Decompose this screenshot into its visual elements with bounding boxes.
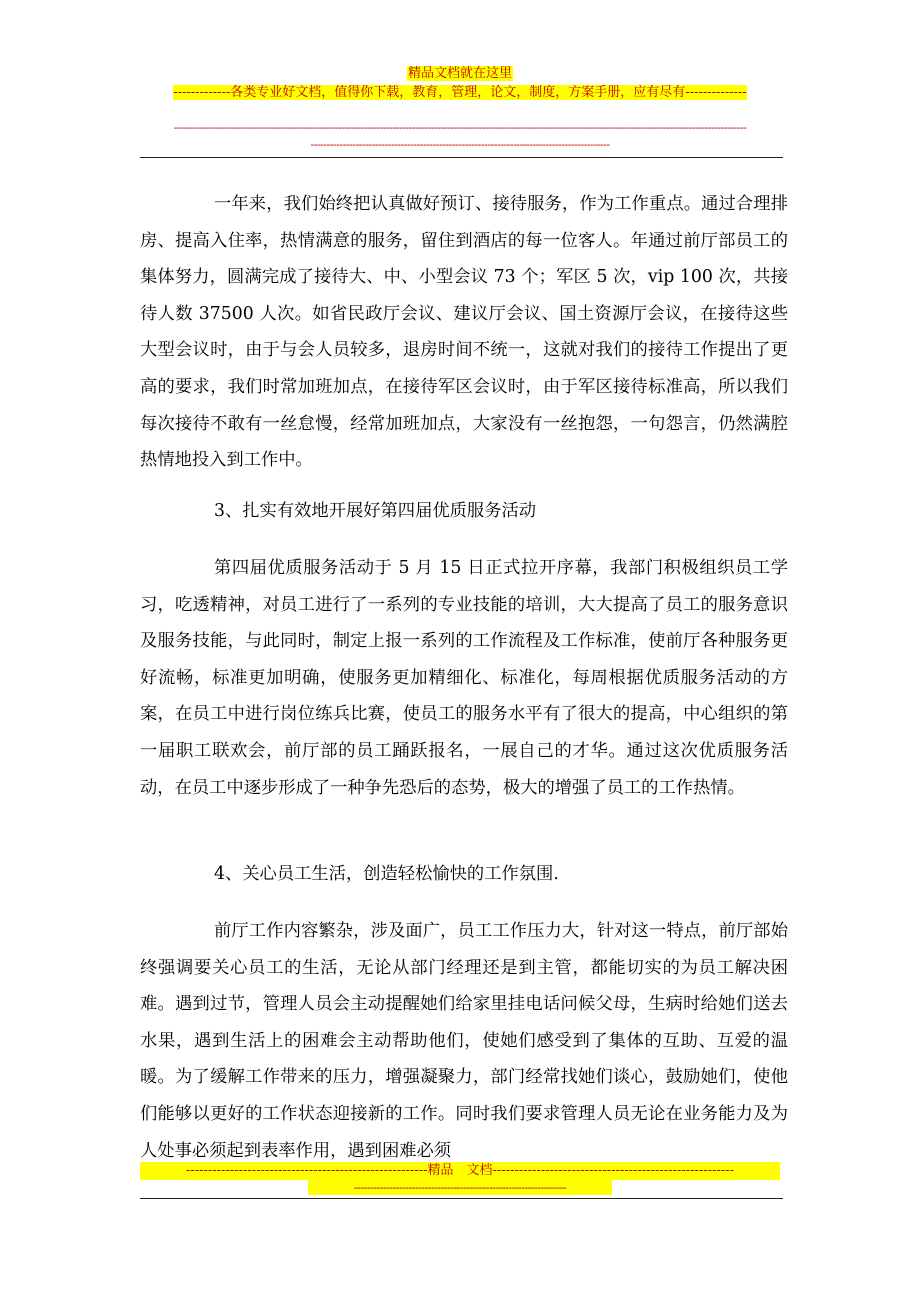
header-dash-line-2: --------------------------------------------------------------------------------------------- [310, 138, 610, 151]
header-dash-line-1: ---------------------------------------------------------------------------------------------------------------------------------------------------------------------------------- [173, 121, 747, 134]
body-paragraph-2: 第四届优质服务活动于 5 月 15 日正式拉开序幕，我部门积极组织员工学习，吃透精神，对员工进行了一系列的专业技能的培训，大大提高了员工的服务意识及服务技能，与此同时，制定上报一系列的工作流程及工作标准，使前厅各种服务更好流畅，标准更加明确，使服务更加精细化、标准化，每周根据优质服务活动的方案，在员工中进行岗位练兵比赛，使员工的服务水平有了很大的提高，中心组织的第一届职工联欢会，前厅部的员工踊跃报名，一展自己的才华。通过这次优质服务活动，在员工中逐步形成了一种争先恐后的态势，极大的增强了员工的工作热情。 [140, 558, 788, 798]
header-title-text: 精品文档就在这里 [407, 66, 512, 81]
header-tagline-text: -------------各类专业好文档，值得你下载，教育，管理，论文，制度，方案手册，应有尽有-------------- [173, 85, 747, 100]
section-heading-4: 4、关心员工生活，创造轻松愉快的工作氛围. [214, 864, 559, 884]
header-title [0, 66, 920, 82]
header-tagline [140, 84, 780, 101]
footer-dash-line: ------------------------------------------------------------------ [308, 1180, 612, 1195]
footer-banner: -------------------------------------------------------精品 文档------------------------------------------------------- [140, 1162, 780, 1180]
section-heading-3: 3、扎实有效地开展好第四届优质服务活动 [214, 501, 537, 521]
footer-divider [140, 1198, 783, 1199]
body-paragraph-1: 一年来，我们始终把认真做好预订、接待服务，作为工作重点。通过合理排房、提高入住率，热情满意的服务，留住到酒店的每一位客人。年通过前厅部员工的集体努力，圆满完成了接待大、中、小型会议 73 个；军区 5 次，vip 100 次，共接待人数 37500 人次。如省民政厅会议、建议厅会议、国土资源厅会议，在接待这些大型会议时，由于与会人员较多，退房时间不统一，这就对我们的接待工作提出了更高的要求，我们时常加班加点，在接待军区会议时，由于军区接待标准高，所以我们每次接待不敢有一丝怠慢，经常加班加点，大家没有一丝抱怨，一句怨言，仍然满腔热情地投入到工作中。 [140, 194, 788, 471]
header-divider [140, 157, 783, 158]
body-paragraph-3: 前厅工作内容繁杂，涉及面广，员工工作压力大，针对这一特点，前厅部始终强调要关心员工的生活，无论从部门经理还是到主管，都能切实的为员工解决困难。遇到过节，管理人员会主动提醒她们给家里挂电话问候父母，生病时给她们送去水果，遇到生活上的困难会主动帮助他们，使她们感受到了集体的互助、互爱的温暖。为了缓解工作带来的压力，增强凝聚力，部门经常找她们谈心，鼓励她们，使他们能够以更好的工作状态迎接新的工作。同时我们要求管理人员无论在业务能力及为人处事必须起到表率作用，遇到困难必须 [140, 921, 788, 1161]
